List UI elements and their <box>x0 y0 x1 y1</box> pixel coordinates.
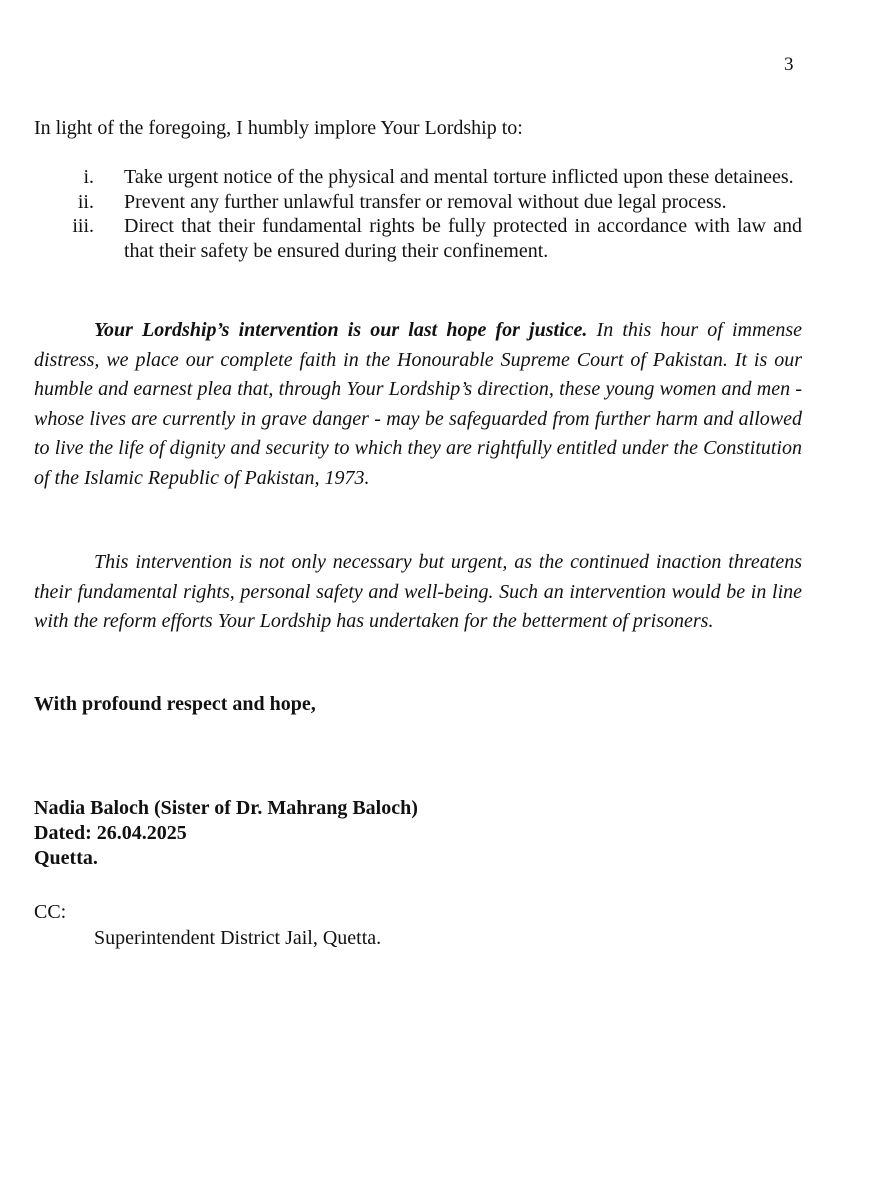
request-list <box>34 165 802 263</box>
page-number: 3 <box>784 54 794 75</box>
plea-body: In this hour of immense distress, we place our complete faith in the Honourable Supreme Court of Pakistan. It is our humble and earnest plea that, through Your Lordship’s direction, these young women and men - whose lives are currently in grave danger - may be safeguarded from further harm and allowed to live the life of dignity and security to which they are rightfully entitled under the Constitution of the Islamic Republic of Pakistan, 1973. <box>34 319 802 489</box>
urgency-paragraph: This intervention is not only necessary but urgent, as the continued inaction threatens their fundamental rights, personal safety and well-being. Such an intervention would be in line with the reform efforts Your Lordship has undertaken for the betterment of prisoners. <box>34 551 802 632</box>
plea-paragraph <box>34 316 802 493</box>
list-item-text: Take urgent notice of the physical and mental torture inflicted upon these detainees. <box>124 166 794 188</box>
closing-line: With profound respect and hope, <box>34 693 316 715</box>
list-item <box>34 165 802 190</box>
list-item-text: Prevent any further unlawful transfer or removal without due legal process. <box>124 190 727 213</box>
signature-place: Quetta. <box>34 847 98 869</box>
list-numeral: iii. <box>72 215 94 237</box>
cc-recipient: Superintendent District Jail, Quetta. <box>94 927 382 949</box>
list-item <box>34 190 802 215</box>
plea-lead-sentence: Your Lordship’s intervention is our last hope for justice. <box>94 319 588 341</box>
signature-date: Dated: 26.04.2025 <box>34 822 187 844</box>
signature-block <box>34 796 418 871</box>
cc-label: CC: <box>34 901 67 923</box>
signatory-name: Nadia Baloch (Sister of Dr. Mahrang Baloch) <box>34 797 418 819</box>
intro-sentence: In light of the foregoing, I humbly implore Your Lordship to: <box>34 117 523 139</box>
list-item-text: Direct that their fundamental rights be fully protected in accordance with law and that their safety be ensured during their confinement. <box>124 215 802 262</box>
list-item <box>34 214 802 263</box>
list-numeral: ii. <box>77 190 94 213</box>
list-numeral: i. <box>83 166 94 188</box>
